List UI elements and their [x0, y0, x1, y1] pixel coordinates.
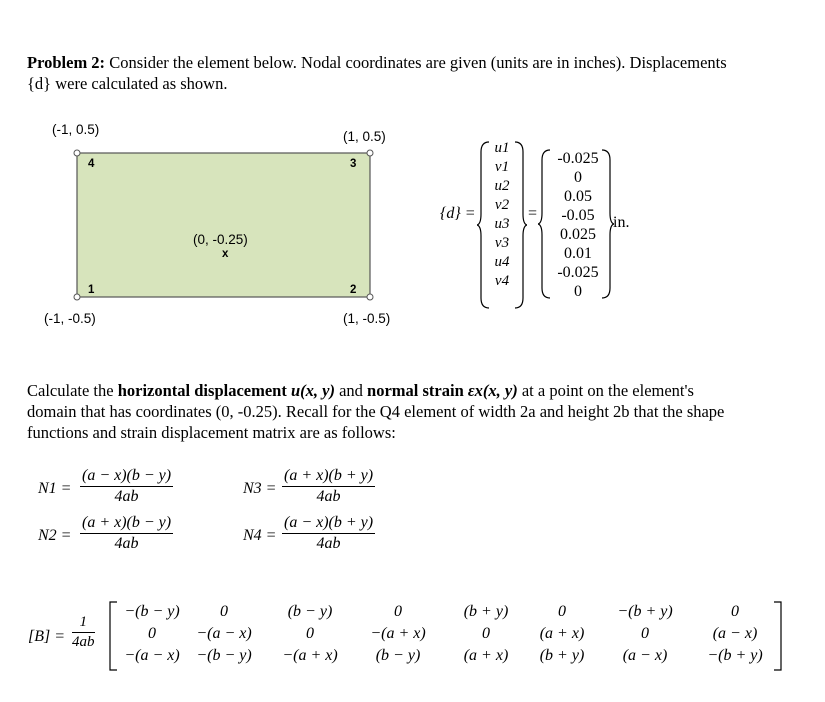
task-text-1c: u(x, y)	[290, 381, 335, 400]
n4-numerator: (a − x)(b + y)	[282, 514, 375, 534]
n3-numerator: (a + x)(b + y)	[282, 467, 375, 487]
element-rectangle-svg	[60, 145, 390, 305]
problem-statement	[27, 52, 817, 94]
n1-numerator: (a − x)(b − y)	[80, 467, 173, 487]
n1-denominator: 4ab	[114, 488, 139, 505]
val-u3: 0.025	[560, 226, 596, 243]
n4-lhs: N4 =	[243, 527, 277, 544]
problem-intro-2: {d} were calculated as shown.	[27, 74, 228, 93]
task-statement	[27, 380, 817, 443]
b-cell: (b − y)	[375, 647, 421, 664]
task-text-1d: and	[334, 381, 368, 400]
b-cell: 0	[731, 603, 739, 620]
n3-denominator: 4ab	[316, 488, 341, 505]
b-cell: −(a + x)	[282, 647, 338, 664]
problem-heading: Problem 2:	[27, 53, 106, 72]
value-column	[548, 150, 608, 302]
val-v2: -0.05	[561, 207, 595, 224]
n3-lhs: N3 =	[243, 480, 277, 497]
node-3-marker	[367, 150, 373, 156]
b-lhs: [B] =	[28, 628, 66, 645]
b-cell: 0	[220, 603, 228, 620]
n1-fraction	[80, 467, 173, 506]
b-cell: −(a − x)	[196, 625, 252, 642]
task-text-2: domain that has coordinates (0, -0.25). Recall for the Q4 element of width 2a and height 2b that the shape	[27, 402, 725, 421]
sym-u4: u4	[494, 254, 510, 270]
val-u2: 0.05	[564, 188, 592, 205]
value-right-brace	[600, 148, 614, 300]
val-v4: 0	[574, 283, 582, 300]
node-4-marker	[74, 150, 80, 156]
task-text-1e: normal strain	[367, 381, 468, 400]
b-cell: −(a − x)	[124, 647, 180, 664]
coord-top-left: (-1, 0.5)	[52, 122, 100, 137]
symbol-left-brace	[477, 140, 491, 310]
val-u1: -0.025	[557, 150, 599, 167]
node-3-label: 3	[350, 158, 357, 170]
b-cell: (a + x)	[539, 625, 585, 642]
b-cell: 0	[306, 625, 314, 642]
b-cell: −(b + y)	[707, 647, 763, 664]
n3-fraction	[282, 467, 375, 506]
n2-numerator: (a + x)(b − y)	[80, 514, 173, 534]
n2-fraction	[80, 514, 173, 553]
d-unit: in.	[613, 214, 630, 231]
sym-u2: u2	[494, 178, 510, 194]
d-equals: =	[528, 205, 538, 222]
node-4-label: 4	[88, 158, 95, 170]
coord-bottom-right: (1, -0.5)	[343, 311, 391, 326]
task-text-1a: Calculate the	[27, 381, 118, 400]
sym-v4: v4	[494, 273, 510, 289]
problem-intro-1: Consider the element below. Nodal coordinates are given (units are in inches). Displacements	[105, 53, 727, 72]
task-text-3: functions and strain displacement matrix are as follows:	[27, 423, 396, 442]
val-u4: -0.025	[557, 264, 599, 281]
symbol-right-brace	[513, 140, 527, 310]
val-v3: 0.01	[564, 245, 592, 262]
b-cell: (a − x)	[622, 647, 668, 664]
task-text-1g: at a point on the element's	[517, 381, 694, 400]
b-cell: (a + x)	[463, 647, 509, 664]
n2-denominator: 4ab	[114, 535, 139, 552]
b-cell: (b − y)	[287, 603, 333, 620]
b-cell: 0	[148, 625, 156, 642]
task-text-1b: horizontal displacement	[117, 381, 291, 400]
b-cell: −(b + y)	[617, 603, 673, 620]
val-v1: 0	[574, 169, 582, 186]
node-1-marker	[74, 294, 80, 300]
b-cell: −(b − y)	[124, 603, 180, 620]
b-cell: 0	[482, 625, 490, 642]
b-cell: (b + y)	[463, 603, 509, 620]
n4-denominator: 4ab	[316, 535, 341, 552]
center-point-mark: x	[222, 248, 229, 260]
d-lhs: {d} =	[440, 205, 476, 222]
sym-v3: v3	[494, 235, 510, 251]
sym-u3: u3	[494, 216, 510, 232]
sym-u1: u1	[494, 140, 510, 156]
n2-lhs: N2 =	[38, 527, 72, 544]
coord-top-right: (1, 0.5)	[343, 129, 386, 144]
b-cell: 0	[558, 603, 566, 620]
coord-center: (0, -0.25)	[193, 232, 248, 247]
symbol-column	[491, 140, 513, 292]
b-cell: −(b − y)	[196, 647, 252, 664]
b-cell: (a − x)	[712, 625, 758, 642]
sym-v1: v1	[494, 159, 510, 175]
sym-v2: v2	[494, 197, 510, 213]
b-cell: 0	[394, 603, 402, 620]
n1-lhs: N1 =	[38, 480, 72, 497]
b-cell: −(a + x)	[370, 625, 426, 642]
node-2-marker	[367, 294, 373, 300]
b-cell: (b + y)	[539, 647, 585, 664]
n4-fraction	[282, 514, 375, 553]
b-factor-num: 1	[72, 614, 95, 633]
b-cell: 0	[641, 625, 649, 642]
node-2-label: 2	[350, 284, 357, 296]
node-1-label: 1	[88, 284, 95, 296]
b-factor	[72, 614, 95, 651]
coord-bottom-left: (-1, -0.5)	[44, 311, 96, 326]
b-factor-den: 4ab	[72, 634, 95, 650]
task-text-1f: εx(x, y)	[467, 381, 518, 400]
element-rectangle	[77, 153, 370, 297]
